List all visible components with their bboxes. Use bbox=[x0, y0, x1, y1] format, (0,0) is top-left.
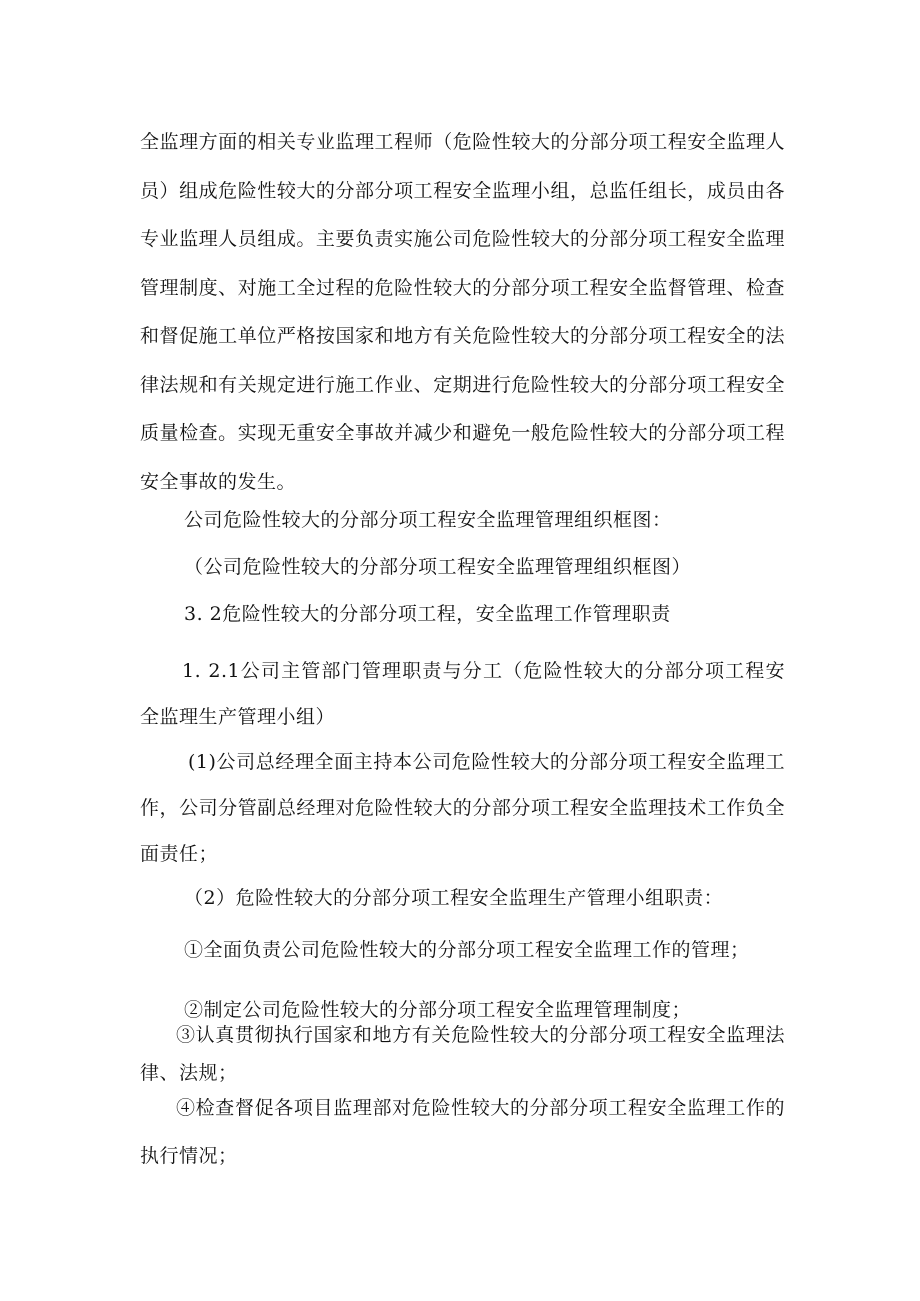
list-item: ②制定公司危险性较大的分部分项工程安全监理管理制度； bbox=[184, 999, 692, 1021]
list-item: ④检查督促各项目监理部对危险性较大的分部分项工程安全监理工作的执行情况； bbox=[140, 1097, 785, 1167]
subsection-heading: 1. 2.1公司主管部门管理职责与分工（危险性较大的分部分项工程安全监理生产管理小组） bbox=[140, 660, 785, 728]
org-chart-caption: 公司危险性较大的分部分项工程安全监理管理组织框图： bbox=[184, 509, 672, 531]
list-item: (1)公司总经理全面主持本公司危险性较大的分部分项工程安全监理工作，公司分管副总经理对危险性较大的分部分项工程安全监理技术工作负全面责任； bbox=[140, 751, 785, 865]
list-item: ③认真贯彻执行国家和地方有关危险性较大的分部分项工程安全监理法律、法规； bbox=[140, 1024, 785, 1084]
intro-paragraph: 全监理方面的相关专业监理工程师（危险性较大的分部分项工程安全监理人员）组成危险性较大的分部分项工程安全监理小组，总监任组长，成员由各专业监理人员组成。主要负责实施公司危险性较大的分部分项工程安全监理管理制度、对施工全过程的危险性较大的分部分项工程安全监督管理、检查和督促施工单位严格按国家和地方有关危险性较大的分部分项工程安全的法律法规和有关规定进行施工作业、定期进行危险性较大的分部分项工程安全质量检查。实现无重安全事故并减少和避免一般危险性较大的分部分项工程安全事故的发生。 bbox=[140, 131, 785, 493]
section-heading: 3. 2危险性较大的分部分项工程，安全监理工作管理职责 bbox=[184, 603, 671, 625]
list-item: （2）危险性较大的分部分项工程安全监理生产管理小组职责： bbox=[184, 887, 724, 909]
org-chart-placeholder: （公司危险性较大的分部分项工程安全监理管理组织框图） bbox=[184, 556, 692, 578]
list-item: ①全面负责公司危险性较大的分部分项工程安全监理工作的管理； bbox=[184, 939, 750, 961]
